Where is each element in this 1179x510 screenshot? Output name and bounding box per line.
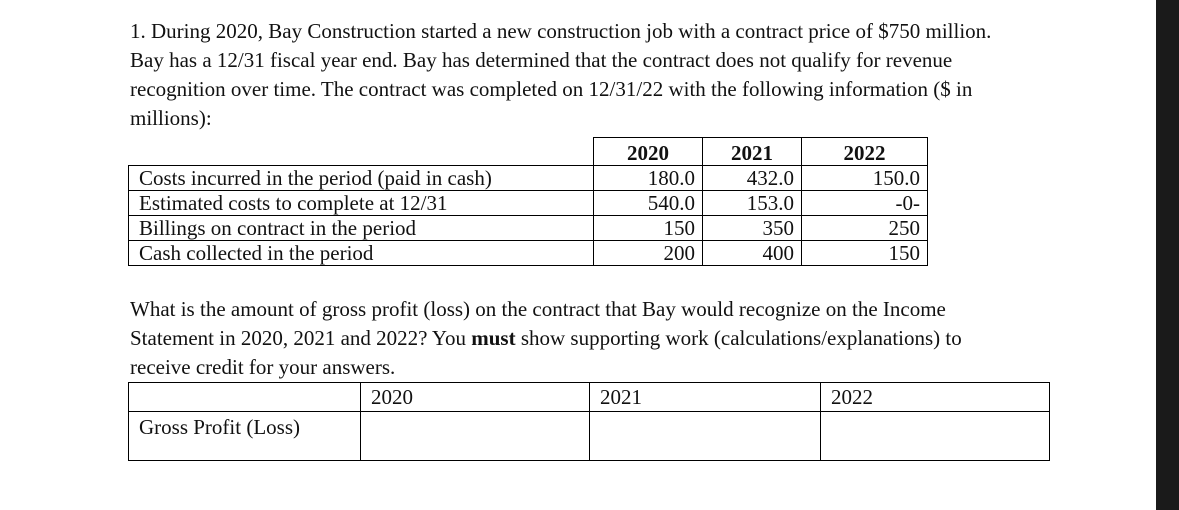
contract-data-table [128,137,928,266]
answer-row-gross-profit [129,412,1050,461]
cell-value: 540.0 [594,191,703,216]
table-row [129,241,928,266]
answer-header-blank [129,383,361,412]
cell-value: 400 [703,241,802,266]
cell-value: 250 [802,216,928,241]
question-line-1: What is the amount of gross profit (loss) on the contract that Bay would recognize on the Income [130,297,946,321]
question-line-2 [130,324,1090,353]
answer-header-2020 [361,383,590,412]
contract-table-header [129,138,928,166]
cell-value: 350 [703,216,802,241]
cell-value: 150.0 [802,166,928,191]
year-header-2021: 2021 [703,138,802,166]
row-label: Costs incurred in the period (paid in cash) [129,166,594,191]
answer-table-header [129,383,1050,412]
header-blank [129,138,594,166]
row-label: Estimated costs to complete at 12/31 [129,191,594,216]
intro-line-2: Bay has a 12/31 fiscal year end. Bay has determined that the contract does not qualify for revenue [130,48,953,72]
intro-line-4: millions): [130,106,212,130]
row-label: Cash collected in the period [129,241,594,266]
intro-line-3: recognition over time. The contract was completed on 12/31/22 with the following information ($ in [130,77,973,101]
question-line-3: receive credit for your answers. [130,355,396,379]
cell-value: 432.0 [703,166,802,191]
problem-intro [130,17,1130,133]
cell-value: 150 [802,241,928,266]
answer-header-2022: 2022 [821,383,1050,412]
intro-line-1: 1. During 2020, Bay Construction started a new construction job with a contract price of $750 million. [130,19,992,43]
answer-header-2021: 2021 [590,383,821,412]
table-row [129,191,928,216]
year-header-2020: 2020 [594,138,703,166]
answer-header-2020-label: 2020 [371,385,413,409]
cell-value: 200 [594,241,703,266]
cell-value: -0- [802,191,928,216]
question-line-2-start: Statement in 2020, 2021 and 2022? You [130,326,472,350]
table-row [129,216,928,241]
answer-cell-2020[interactable] [361,412,590,461]
cell-value: 180.0 [594,166,703,191]
question-text [130,295,1090,382]
answer-row-label: Gross Profit (Loss) [129,412,361,461]
cell-value: 150 [594,216,703,241]
table-row [129,166,928,191]
answer-cell-2022[interactable] [821,412,1050,461]
emphasis-must: must [471,326,516,350]
year-header-2022: 2022 [802,138,928,166]
answer-cell-2021[interactable] [590,412,821,461]
cell-value: 153.0 [703,191,802,216]
row-label: Billings on contract in the period [129,216,594,241]
question-line-2-end: show supporting work (calculations/explanations) to [515,326,962,350]
answer-table [128,382,1050,461]
